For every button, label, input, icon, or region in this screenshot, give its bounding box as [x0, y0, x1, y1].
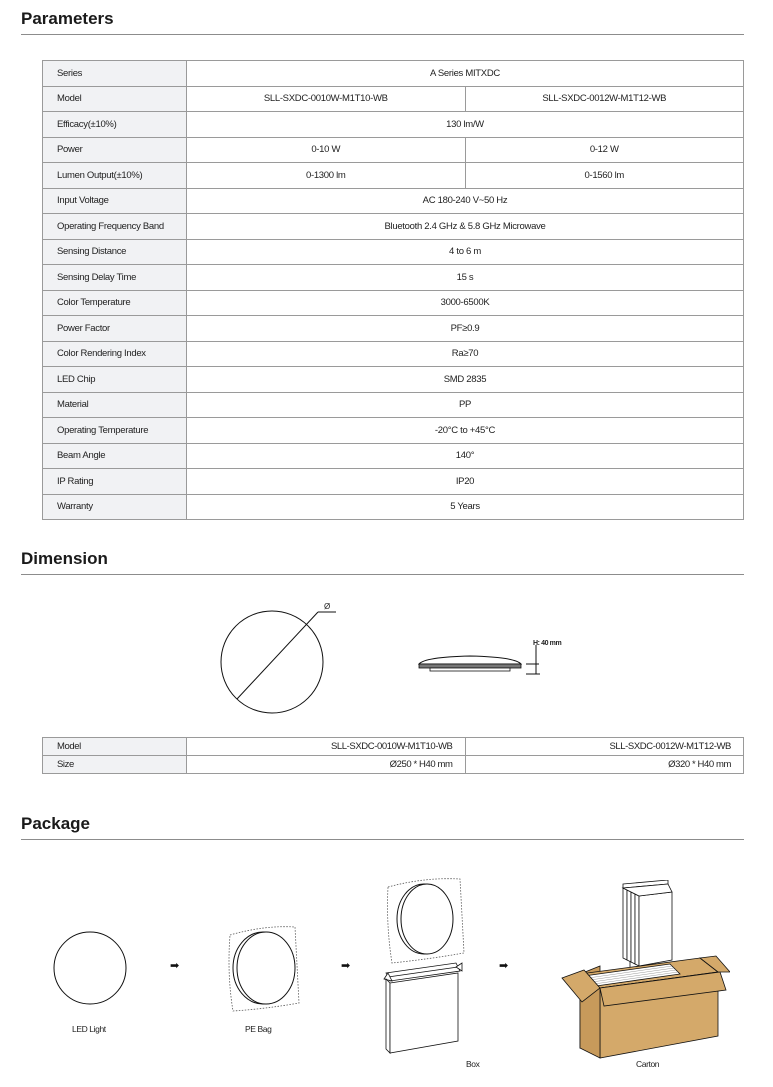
side-view-height-drawing — [415, 640, 545, 680]
row-label: Input Voltage — [43, 188, 187, 214]
table-row — [43, 494, 744, 520]
table-row — [43, 316, 744, 342]
section-title-parameters: Parameters — [21, 9, 114, 28]
row-label: Size — [43, 756, 187, 774]
row-label: Model — [43, 86, 187, 112]
row-value: PP — [187, 392, 744, 418]
row-label: Lumen Output(±10%) — [43, 163, 187, 189]
height-label: H: 40 mm — [533, 640, 562, 647]
row-value: 0-10 W — [187, 137, 466, 163]
table-row — [43, 290, 744, 316]
row-label: Operating Temperature — [43, 418, 187, 444]
row-value: Ø320 * H40 mm — [465, 756, 744, 774]
row-label: Efficacy(±10%) — [43, 112, 187, 138]
table-row — [43, 341, 744, 367]
step-label-pe-bag: PE Bag — [245, 1024, 272, 1034]
row-value: SLL-SXDC-0012W-M1T12-WB — [465, 86, 744, 112]
section-divider — [21, 839, 744, 840]
pe-bag-illustration — [225, 925, 305, 1015]
carton-illustration — [560, 880, 730, 1060]
row-value: Ra≥70 — [187, 341, 744, 367]
row-value: 4 to 6 m — [187, 239, 744, 265]
row-value: SLL-SXDC-0010W-M1T10-WB — [187, 86, 466, 112]
step-label-led-light: LED Light — [72, 1024, 106, 1034]
step-label-carton: Carton — [636, 1059, 660, 1069]
section-divider — [21, 574, 744, 575]
table-row — [43, 112, 744, 138]
table-row — [43, 418, 744, 444]
table-row — [43, 756, 744, 774]
table-row — [43, 738, 744, 756]
row-value: 0-12 W — [465, 137, 744, 163]
row-label: Series — [43, 61, 187, 87]
table-row — [43, 443, 744, 469]
row-value: SLL-SXDC-0010W-M1T10-WB — [187, 738, 466, 756]
row-label: Color Rendering Index — [43, 341, 187, 367]
row-label: LED Chip — [43, 367, 187, 393]
row-label: Sensing Distance — [43, 239, 187, 265]
row-value: SLL-SXDC-0012W-M1T12-WB — [465, 738, 744, 756]
top-view-diameter-drawing — [215, 598, 345, 720]
dimension-table — [42, 737, 744, 774]
row-value: IP20 — [187, 469, 744, 495]
row-value: 140° — [187, 443, 744, 469]
row-value: 0-1560 lm — [465, 163, 744, 189]
row-value: Ø250 * H40 mm — [187, 756, 466, 774]
row-label: Beam Angle — [43, 443, 187, 469]
arrow-right-icon: ➡ — [341, 960, 351, 972]
table-row — [43, 367, 744, 393]
table-row — [43, 163, 744, 189]
row-label: Model — [43, 738, 187, 756]
row-label: Color Temperature — [43, 290, 187, 316]
row-label: Sensing Delay Time — [43, 265, 187, 291]
row-value: AC 180-240 V~50 Hz — [187, 188, 744, 214]
table-row — [43, 469, 744, 495]
row-label: Material — [43, 392, 187, 418]
row-value: 0-1300 lm — [187, 163, 466, 189]
table-row — [43, 265, 744, 291]
row-value: 130 lm/W — [187, 112, 744, 138]
row-value: 15 s — [187, 265, 744, 291]
table-row — [43, 392, 744, 418]
table-row — [43, 239, 744, 265]
table-row — [43, 214, 744, 240]
row-label: Power — [43, 137, 187, 163]
row-value: PF≥0.9 — [187, 316, 744, 342]
arrow-right-icon: ➡ — [499, 960, 509, 972]
row-value: Bluetooth 2.4 GHz & 5.8 GHz Microwave — [187, 214, 744, 240]
row-value: A Series MITXDC — [187, 61, 744, 87]
parameters-table — [42, 60, 744, 520]
row-label: Operating Frequency Band — [43, 214, 187, 240]
section-title-dimension: Dimension — [21, 549, 108, 568]
row-value: 3000-6500K — [187, 290, 744, 316]
row-label: Warranty — [43, 494, 187, 520]
table-row — [43, 137, 744, 163]
box-illustration — [380, 875, 480, 1055]
diameter-symbol: Ø — [324, 602, 330, 611]
row-label: Power Factor — [43, 316, 187, 342]
table-row — [43, 61, 744, 87]
led-light-illustration — [50, 928, 130, 1008]
table-row — [43, 86, 744, 112]
row-label: IP Rating — [43, 469, 187, 495]
section-divider — [21, 34, 744, 35]
section-title-package: Package — [21, 814, 90, 833]
step-label-box: Box — [466, 1059, 480, 1069]
table-row — [43, 188, 744, 214]
row-value: -20°C to +45°C — [187, 418, 744, 444]
row-value: 5 Years — [187, 494, 744, 520]
row-value: SMD 2835 — [187, 367, 744, 393]
arrow-right-icon: ➡ — [170, 960, 180, 972]
